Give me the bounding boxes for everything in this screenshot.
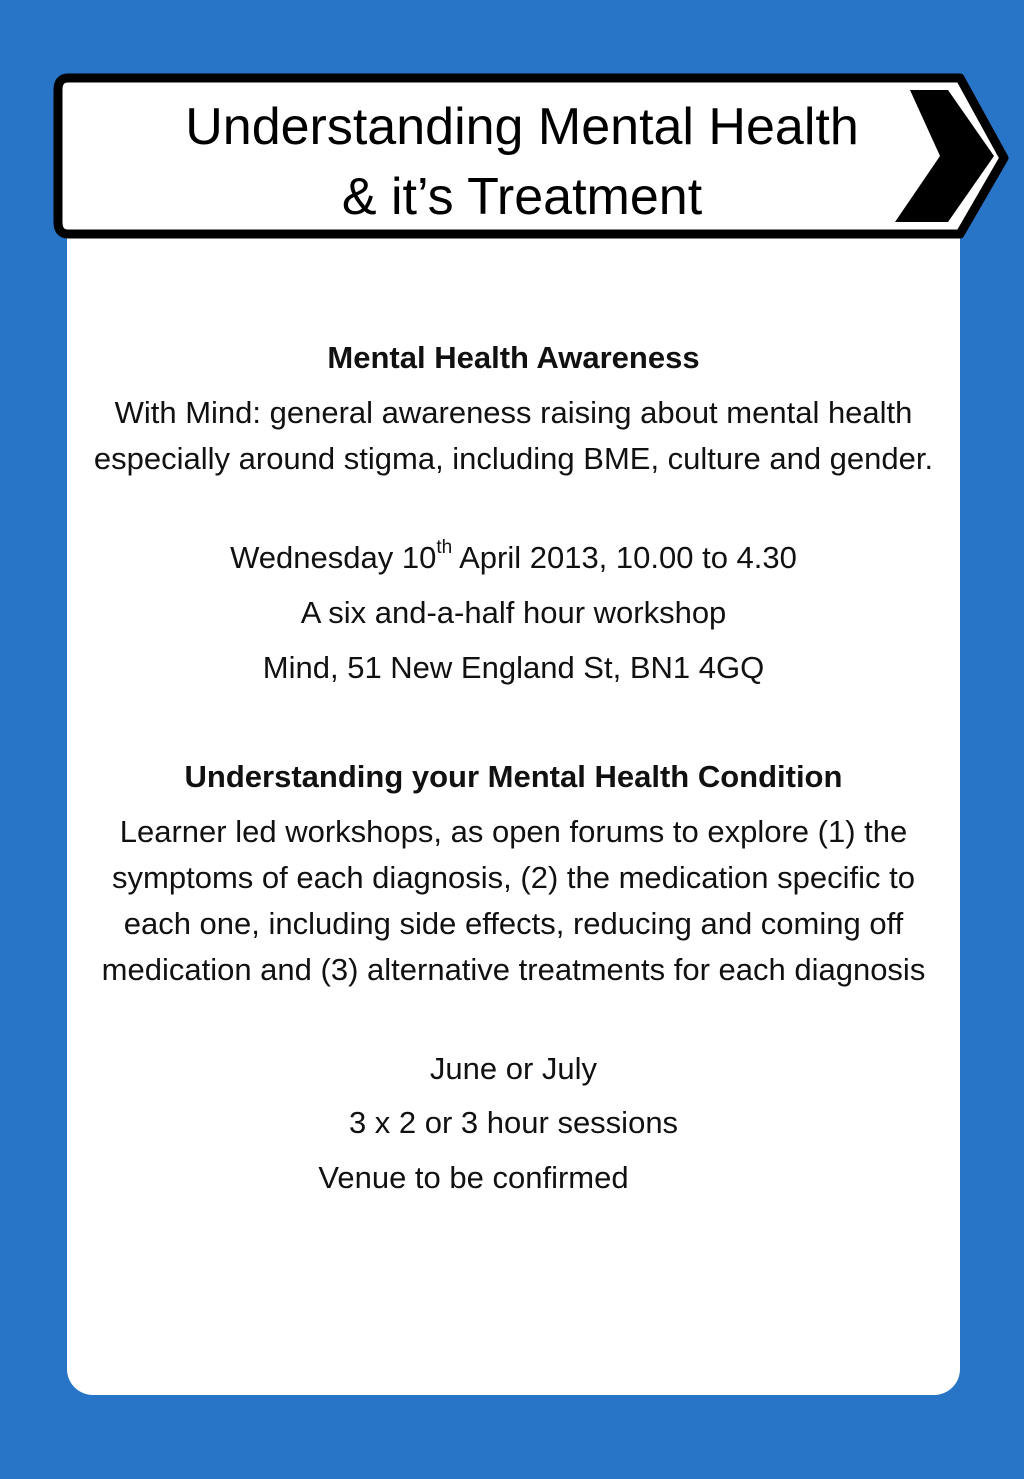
section-duration-awareness: A six and-a-half hour workshop [300,595,727,630]
title-sign [52,72,1010,242]
date-prefix: Wednesday 10 [230,540,437,575]
section-venue-awareness: Mind, 51 New England St, BN1 4GQ [262,650,765,685]
section-duration-condition: 3 x 2 or 3 hour sessions [348,1105,679,1140]
date-rest: April 2013, 10.00 to 4.30 [452,540,797,575]
title-line-1: Understanding Mental Health [185,98,859,156]
section-date-condition: June or July [429,1051,598,1086]
page-title [132,92,912,232]
section-venue-condition: Venue to be confirmed [318,1160,629,1195]
title-line-2: & it’s Treatment [341,168,703,226]
section-heading-condition: Understanding your Mental Health Condition [184,759,843,794]
section-date-awareness [67,535,960,581]
section-heading-awareness: Mental Health Awareness [327,340,700,375]
section-description-awareness: With Mind: general awareness raising about mental health especially around stigma, including BME, culture and gender. [93,395,934,476]
section-description-condition: Learner led workshops, as open forums to explore (1) the symptoms of each diagnosis, (2) the medication specific to each one, including side effects, reducing and coming off medication and (3) alternative treatments for each diagnosis [101,814,926,987]
date-ordinal: th [436,536,453,558]
